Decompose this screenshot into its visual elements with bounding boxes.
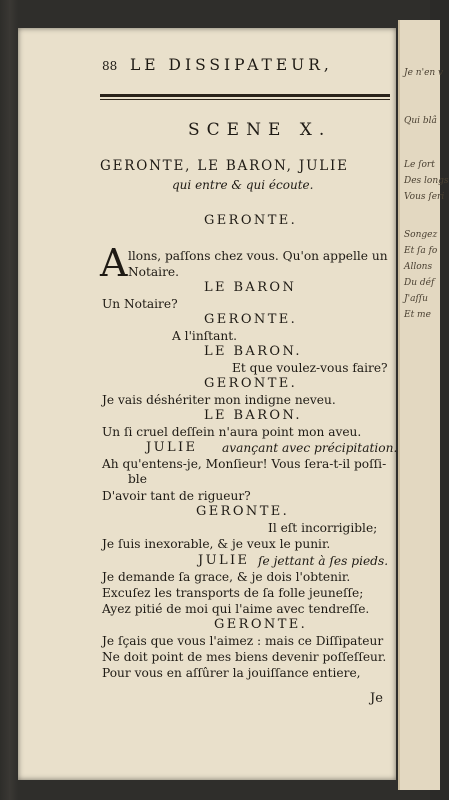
speaker-name: LE BARON. — [204, 344, 302, 359]
verse-line: Un ſi cruel deſſein n'aura point mon aveu. — [102, 425, 362, 439]
speaker-name: LE BARON. — [204, 408, 302, 423]
header-rule-thin — [100, 99, 390, 100]
speaker-name: GERONTE. — [204, 376, 298, 391]
verse-line: Je vais déshériter mon indigne neveu. — [102, 393, 336, 407]
verse-line: Notaire. — [128, 265, 179, 279]
speaker-name: JULIE — [146, 440, 198, 455]
verse-line: ble — [128, 472, 147, 486]
page-text — [18, 28, 396, 780]
speaker-name: GERONTE. — [214, 617, 308, 632]
verse-line: D'avoir tant de rigueur? — [102, 489, 251, 503]
verse-line: Il eſt incorrigible; — [268, 521, 378, 535]
adjacent-page-text: J'aſſu — [404, 294, 428, 304]
adjacent-page-text: Qui blâ — [404, 116, 437, 126]
speaker-name: JULIE — [198, 553, 250, 568]
verse-line: Je ſçais que vous l'aimez : mais ce Diſſipateur — [102, 634, 384, 648]
verse-line: llons, paſſons chez vous. Qu'on appelle un — [128, 249, 388, 263]
verse-line: Pour vous en aſſûrer la jouiſſance entiere, — [102, 666, 361, 680]
stage-direction: ſe jettant à ſes pieds. — [258, 554, 389, 568]
stage-direction: avançant avec précipitation. — [222, 441, 398, 455]
character-list-note: qui entre & qui écoute. — [172, 178, 314, 192]
adjacent-page-text: Et ſa fo — [404, 246, 438, 256]
verse-line: Ayez pitié de moi qui l'aime avec tendreſſe. — [102, 602, 370, 616]
verse-line: Ah qu'entens-je, Monſieur! Vous ſera-t-il poſſi- — [102, 457, 387, 471]
adjacent-page-text: Allons — [404, 262, 433, 272]
verse-line: Excuſez les transports de ſa folle jeuneſſe; — [102, 586, 364, 600]
verse-line: Ne doit point de mes biens devenir poſſeſſeur. — [102, 650, 387, 664]
speaker-name: GERONTE. — [204, 312, 298, 327]
speaker-name: GERONTE. — [204, 213, 298, 228]
running-title: LE DISSIPATEUR, — [130, 56, 333, 74]
scene-heading: SCENE X. — [188, 120, 332, 140]
verse-line: A l'inſtant. — [172, 329, 237, 343]
adjacent-page-text: Des longs — [404, 176, 449, 186]
speaker-name: GERONTE. — [196, 504, 290, 519]
verse-line: Je ſuis inexorable, & je veux le punir. — [102, 537, 331, 551]
book-page — [18, 28, 396, 780]
catchword: Je — [370, 691, 383, 706]
adjacent-page-text: Le ſort — [404, 160, 435, 170]
speaker-name: LE BARON — [204, 280, 297, 295]
drop-cap: A — [100, 241, 128, 285]
verse-line: Et que voulez-vous faire? — [232, 361, 388, 375]
adjacent-page-edge — [398, 20, 449, 790]
adjacent-page-text: Vous ſeri — [404, 192, 445, 202]
adjacent-page-text: Du déf — [404, 278, 435, 288]
adjacent-page-text: Je n'en v — [404, 68, 444, 78]
verse-line: Je demande ſa grace, & je dois l'obtenir. — [102, 570, 351, 584]
page-number: 88 — [102, 59, 118, 73]
adjacent-page-text: Songez — [404, 230, 438, 240]
character-list: GERONTE, LE BARON, JULIE — [100, 158, 349, 174]
adjacent-page-text: Et me — [404, 310, 431, 320]
verse-line: Un Notaire? — [102, 297, 178, 311]
header-rule-thick — [100, 94, 390, 97]
